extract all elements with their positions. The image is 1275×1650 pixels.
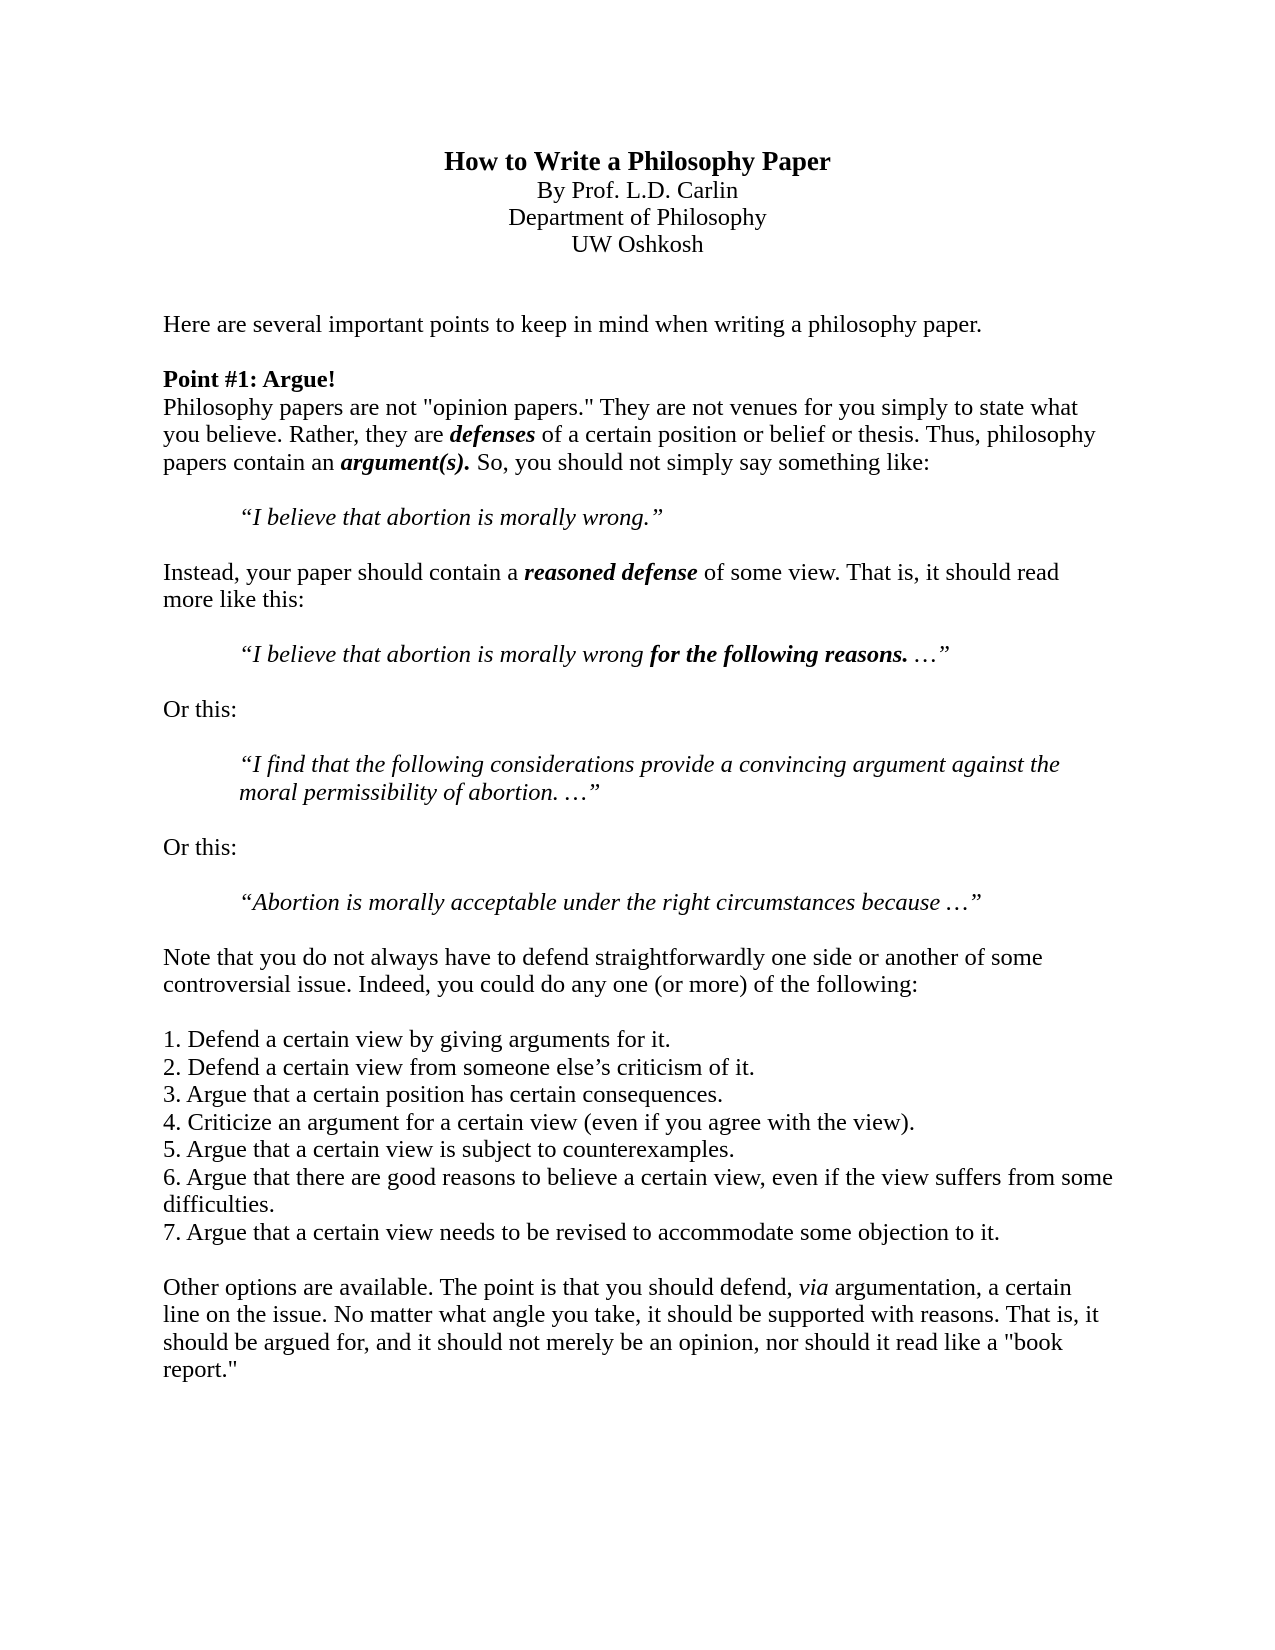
argue-paragraph — [163, 394, 1113, 477]
document-header — [0, 146, 1275, 258]
institution-line: UW Oshkosh — [571, 231, 704, 258]
emphasis-via: via — [798, 1273, 829, 1301]
list-item: 5. Argue that a certain view is subject to counterexamples. — [163, 1136, 735, 1163]
quote-reasons-a: “I believe that abortion is morally wrong — [239, 641, 650, 668]
or-this-2: Or this: — [163, 833, 238, 861]
intro-paragraph: Here are several important points to keep in mind when writing a philosophy paper. — [163, 311, 983, 338]
argue-text-a: Philosophy papers are not "opinion papers." They are not venues for you simply to state what you believe. Rather, they are — [163, 393, 1078, 448]
instead-paragraph — [163, 559, 1113, 614]
list-item: 7. Argue that a certain view needs to be revised to accommodate some objection to it. — [163, 1218, 1001, 1246]
note-paragraph: Note that you do not always have to defend straightforwardly one side or another of some controversial issue. Indeed, you could do any one (or more) of the following: — [163, 943, 1043, 998]
list-item: 2. Defend a certain view from someone else’s criticism of it. — [163, 1053, 755, 1081]
quote-considerations: “I find that the following considerations provide a convincing argument against the moral permissibility of abortion. …” — [239, 751, 1060, 806]
quote-acceptable: “Abortion is morally acceptable under the right circumstances because …” — [239, 888, 982, 916]
list-item: 4. Criticize an argument for a certain view (even if you agree with the view). — [163, 1108, 915, 1136]
closing-text-a: Other options are available. The point is that you should defend, — [163, 1273, 799, 1301]
options-list — [163, 1026, 1113, 1246]
point-heading-text: Point #1: Argue! — [163, 366, 336, 393]
instead-text-a: Instead, your paper should contain a — [163, 558, 525, 586]
quote-reasons-emphasis: for the following reasons. — [649, 641, 909, 668]
emphasis-arguments: argument(s). — [340, 448, 471, 476]
quote-reasons-c: …” — [908, 641, 951, 668]
closing-paragraph — [163, 1274, 1113, 1384]
closing-text-c: argumentation, a certain line on the issue. No matter what angle you take, it should be supported with reasons. That is, it should be argued for, and it should not merely be an opinion, nor should it read like a "book report." — [163, 1273, 1099, 1383]
department-line: Department of Philosophy — [508, 204, 767, 231]
author-line: By Prof. L.D. Carlin — [536, 177, 739, 204]
list-item: 6. Argue that there are good reasons to believe a certain view, even if the view suffers from some difficulties. — [163, 1163, 1113, 1218]
document-title: How to Write a Philosophy Paper — [444, 146, 831, 176]
or-this-1: Or this: — [163, 696, 238, 723]
list-item: 3. Argue that a certain position has certain consequences. — [163, 1081, 724, 1108]
quote-reasons — [163, 641, 1113, 669]
point-heading — [163, 366, 1113, 394]
argue-text-c: of a certain position or belief or thesis. Thus, philosophy papers contain an — [163, 421, 1096, 476]
list-item: 1. Defend a certain view by giving arguments for it. — [163, 1026, 671, 1053]
emphasis-reasoned-defense: reasoned defense — [524, 558, 698, 586]
document-body — [163, 311, 1113, 1384]
quote-opinion: “I believe that abortion is morally wrong.” — [239, 503, 664, 531]
emphasis-defenses: defenses — [449, 421, 536, 448]
instead-text-c: of some view. That is, it should read more like this: — [163, 558, 1060, 613]
argue-text-e: So, you should not simply say something like: — [470, 448, 930, 476]
